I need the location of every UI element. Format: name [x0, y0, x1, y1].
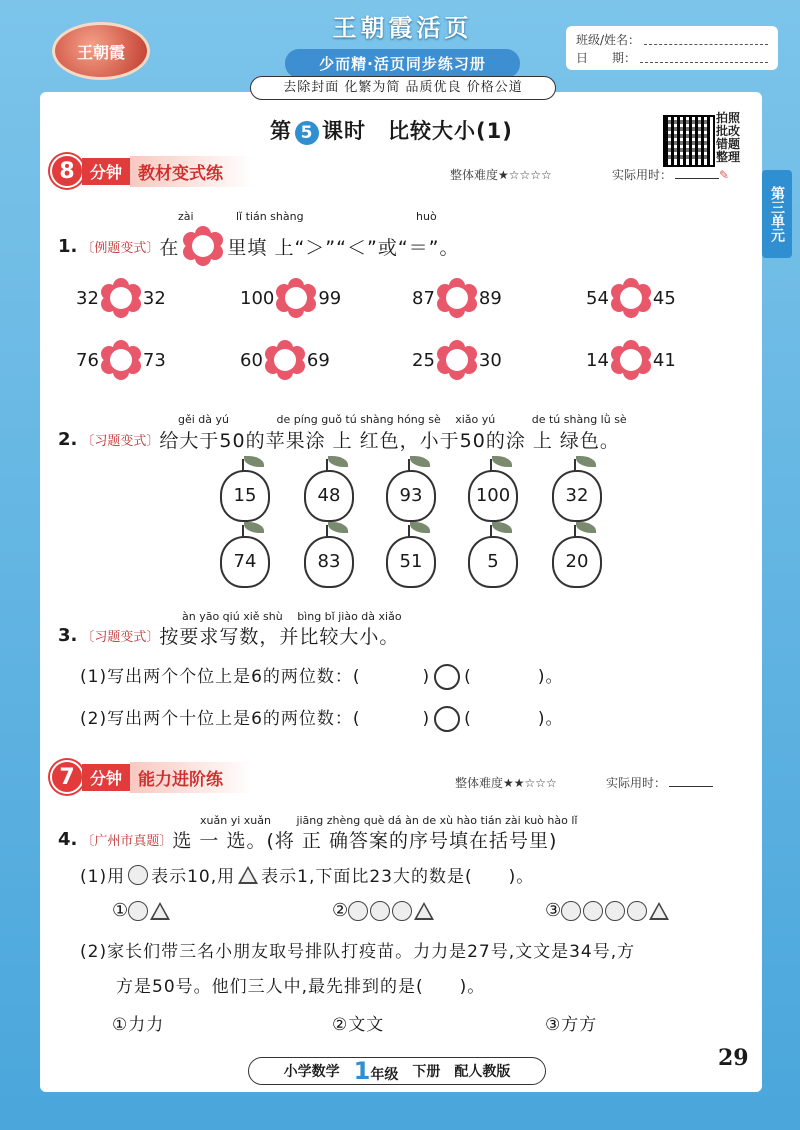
q4-pinyin: xuǎn yi xuǎn jiāng zhèng què dá àn de xù hào tián zài kuò hào lǐ: [200, 814, 578, 827]
flower-answer-slot[interactable]: [611, 340, 651, 380]
triangle-icon: [414, 902, 434, 920]
lesson-suffix: 课时: [322, 119, 366, 143]
section-minutes: 7: [50, 760, 84, 794]
apple-item[interactable]: [220, 456, 268, 522]
brand-banner: [285, 8, 520, 73]
compare-left-number: 87: [412, 287, 435, 309]
q1-pinyin-huo: huò: [416, 210, 437, 223]
section-unit: 分钟: [82, 158, 130, 185]
q3-sub2: [80, 704, 563, 732]
option-label: ③: [545, 900, 562, 921]
q3-sub1-text: (1)写出两个个位上是6的两位数：(: [80, 667, 361, 687]
apple-item[interactable]: [552, 456, 600, 522]
lesson-title: [270, 115, 513, 145]
page-number: 29: [718, 1045, 749, 1071]
apple-item[interactable]: [468, 522, 516, 588]
circle-icon: [348, 901, 368, 921]
q3-number: 3.: [58, 625, 78, 646]
compare-left-number: 100: [240, 287, 275, 309]
brand-title: 王朝霞活页: [332, 13, 473, 42]
unit-side-tab: 第三单元: [762, 170, 792, 258]
compare-right-number: 41: [652, 349, 676, 371]
compare-right-number: 45: [652, 287, 676, 309]
q4-part1: [80, 862, 534, 887]
q4-part2-line2: 方是50号。他们三人中,最先排到的是( )。: [116, 977, 486, 997]
q4-number: 4.: [58, 829, 78, 850]
leaf-icon: [244, 522, 264, 533]
q4-part2-line1: (2)家长们带三名小朋友取号排队打疫苗。力力是27号,文文是34号,方: [80, 942, 636, 962]
footer-subject: 小学数学: [283, 1064, 340, 1080]
compare-right-number: 32: [142, 287, 166, 309]
circle-icon: [128, 901, 148, 921]
circle-icon: [583, 901, 603, 921]
q4-p2-option-1[interactable]: ①力力: [112, 1015, 165, 1035]
apple-number: 32: [552, 470, 602, 522]
circle-icon: [128, 865, 148, 885]
compare-item: [76, 278, 166, 318]
q3-prompt: [58, 622, 399, 649]
apple-item[interactable]: [386, 522, 434, 588]
apple-item[interactable]: [220, 522, 268, 588]
flower-answer-slot[interactable]: [101, 278, 141, 318]
q2-text: 给大于50的苹果涂 上 红色，小于50的涂 上 绿色。: [159, 430, 620, 452]
time-used-field[interactable]: [669, 786, 713, 787]
section-header-1: [50, 156, 253, 186]
compare-right-number: 73: [142, 349, 166, 371]
leaf-icon: [328, 522, 348, 533]
apple-number: 74: [220, 536, 270, 588]
apple-number: 93: [386, 470, 436, 522]
apple-item[interactable]: [386, 456, 434, 522]
time-used-field[interactable]: [675, 178, 719, 179]
q4-option-1[interactable]: [112, 900, 170, 921]
footer-grade: 年级: [370, 1067, 399, 1083]
apple-item[interactable]: [552, 522, 600, 588]
section-title: 能力进阶练: [130, 762, 253, 793]
compare-left-number: 25: [412, 349, 435, 371]
q4-prompt: [58, 826, 557, 853]
circle-icon: [392, 901, 412, 921]
compare-right-number: 89: [478, 287, 502, 309]
lesson-number: 5: [295, 121, 319, 145]
q1-prompt: [58, 226, 460, 266]
compare-left-number: 76: [76, 349, 99, 371]
q4-p1-a: (1)用: [80, 867, 126, 887]
option-label: ②: [332, 900, 349, 921]
leaf-icon: [328, 456, 348, 467]
q4-p2-option-2[interactable]: ②文文: [332, 1015, 385, 1035]
q3-sub2-compare-circle[interactable]: [434, 706, 460, 732]
logo-text: 王朝霞: [76, 42, 125, 62]
compare-item: [586, 340, 676, 380]
slogan: 去除封面 化繁为简 品质优良 价格公道: [250, 76, 556, 100]
q1-text-a: 在: [159, 236, 180, 259]
date-field[interactable]: [640, 52, 768, 63]
apple-number: 5: [468, 536, 518, 588]
section-title: 教材变式练: [130, 156, 253, 187]
class-name-field[interactable]: [644, 34, 768, 45]
section1-time: [612, 166, 729, 183]
footer-badge: [248, 1057, 546, 1085]
compare-left-number: 54: [586, 287, 609, 309]
leaf-icon: [576, 522, 596, 533]
compare-item: [586, 278, 676, 318]
q3-sub1-paren-open: (: [464, 667, 472, 687]
q4-tag: 〔广州市真题〕: [81, 834, 173, 849]
brand-subtitle: 少而精·活页同步练习册: [285, 49, 520, 78]
compare-right-number: 30: [478, 349, 502, 371]
apple-number: 100: [468, 470, 518, 522]
compare-right-number: 69: [306, 349, 330, 371]
date-label: 日 期：: [576, 50, 637, 65]
q3-pinyin: àn yāo qiú xiě shù bìng bǐ jiào dà xiǎo: [182, 610, 402, 623]
circle-icon: [370, 901, 390, 921]
qr-caption: 拍照批改 错题整理: [716, 111, 741, 164]
q1-pinyin-litian: lǐ tián shàng: [236, 210, 304, 223]
section-minutes: 8: [50, 154, 84, 188]
q3-sub2-paren: ): [422, 709, 431, 729]
section1-difficulty: 整体难度★☆☆☆☆: [450, 168, 552, 182]
apple-item[interactable]: [304, 456, 352, 522]
lesson-name: 比较大小(1): [388, 119, 513, 143]
compare-item: [240, 340, 330, 380]
pencil-icon: ✎: [719, 168, 730, 182]
qr-pattern: [667, 119, 707, 159]
section2-time: [606, 774, 713, 791]
footer-edition: 配人教版: [454, 1064, 511, 1080]
leaf-icon: [492, 456, 512, 467]
apple-item[interactable]: [304, 522, 352, 588]
triangle-icon: [238, 866, 258, 884]
circle-icon: [627, 901, 647, 921]
circle-icon: [561, 901, 581, 921]
lesson-prefix: 第: [270, 119, 292, 143]
q3-tag: 〔习题变式〕: [81, 630, 160, 645]
q3-sub1-paren: ): [422, 667, 431, 687]
q3-sub2-paren-end: )。: [537, 709, 564, 729]
q3-sub2-text: (2)写出两个十位上是6的两位数：(: [80, 709, 361, 729]
footer-volume: 下册: [412, 1064, 441, 1080]
compare-item: [240, 278, 341, 318]
triangle-icon: [649, 902, 669, 920]
flower-answer-slot[interactable]: [101, 340, 141, 380]
q4-option-2[interactable]: [332, 900, 434, 921]
q2-prompt: [58, 426, 620, 453]
flower-answer-slot[interactable]: [611, 278, 651, 318]
apple-number: 51: [386, 536, 436, 588]
apple-number: 83: [304, 536, 354, 588]
apple-number: 48: [304, 470, 354, 522]
q1-pinyin-zai: zài: [178, 210, 194, 223]
compare-left-number: 60: [240, 349, 263, 371]
leaf-icon: [492, 522, 512, 533]
time-used-label: 实际用时：: [606, 776, 667, 790]
q3-sub1: [80, 662, 563, 690]
compare-right-number: 99: [318, 287, 342, 309]
q2-number: 2.: [58, 429, 78, 450]
section-unit: 分钟: [82, 764, 130, 791]
q1-text-b: 里填 上“＞”“＜”或“＝”。: [227, 236, 460, 259]
q3-sub1-compare-circle[interactable]: [434, 664, 460, 690]
apple-number: 15: [220, 470, 270, 522]
flower-answer-slot[interactable]: [437, 278, 477, 318]
brand-logo: [52, 22, 150, 80]
compare-item: [412, 278, 502, 318]
q4-option-3[interactable]: [545, 900, 669, 921]
class-name-label: 班级/姓名：: [576, 32, 641, 47]
q1-number: 1.: [58, 235, 78, 257]
option-label: ①: [112, 900, 129, 921]
section-header-2: [50, 762, 253, 792]
section2-difficulty: 整体难度★★☆☆☆: [455, 776, 557, 790]
q2-pinyin: gěi dà yú de píng guǒ tú shàng hóng sè xiǎo yú de tú shàng lǜ sè: [178, 413, 627, 426]
q4-p1-b: 表示10,用: [151, 867, 236, 887]
compare-left-number: 32: [76, 287, 99, 309]
q4-p1-c: 表示1,下面比23大的数是( )。: [261, 867, 535, 887]
flower-icon: [183, 226, 223, 266]
compare-item: [76, 340, 166, 380]
triangle-icon: [150, 902, 170, 920]
flower-answer-slot[interactable]: [265, 340, 305, 380]
q3-sub2-paren-open: (: [464, 709, 472, 729]
q1-tag: 〔例题变式〕: [81, 240, 160, 256]
apple-number: 20: [552, 536, 602, 588]
compare-left-number: 14: [586, 349, 609, 371]
time-used-label: 实际用时：: [612, 168, 673, 182]
flower-answer-slot[interactable]: [437, 340, 477, 380]
leaf-icon: [410, 522, 430, 533]
q3-sub1-paren-end: )。: [537, 667, 564, 687]
leaf-icon: [244, 456, 264, 467]
apple-item[interactable]: [468, 456, 516, 522]
q2-tag: 〔习题变式〕: [81, 434, 160, 449]
q3-text: 按要求写数，并比较大小。: [159, 626, 400, 648]
leaf-icon: [576, 456, 596, 467]
q4-p2-option-3[interactable]: ③方方: [545, 1015, 598, 1035]
student-info-box: [566, 26, 778, 70]
flower-answer-slot[interactable]: [276, 278, 316, 318]
compare-item: [412, 340, 502, 380]
circle-icon: [605, 901, 625, 921]
leaf-icon: [410, 456, 430, 467]
q4-text: 选 一 选。(将 正 确答案的序号填在括号里): [172, 830, 558, 852]
footer-grade-number: 1: [353, 1057, 371, 1085]
